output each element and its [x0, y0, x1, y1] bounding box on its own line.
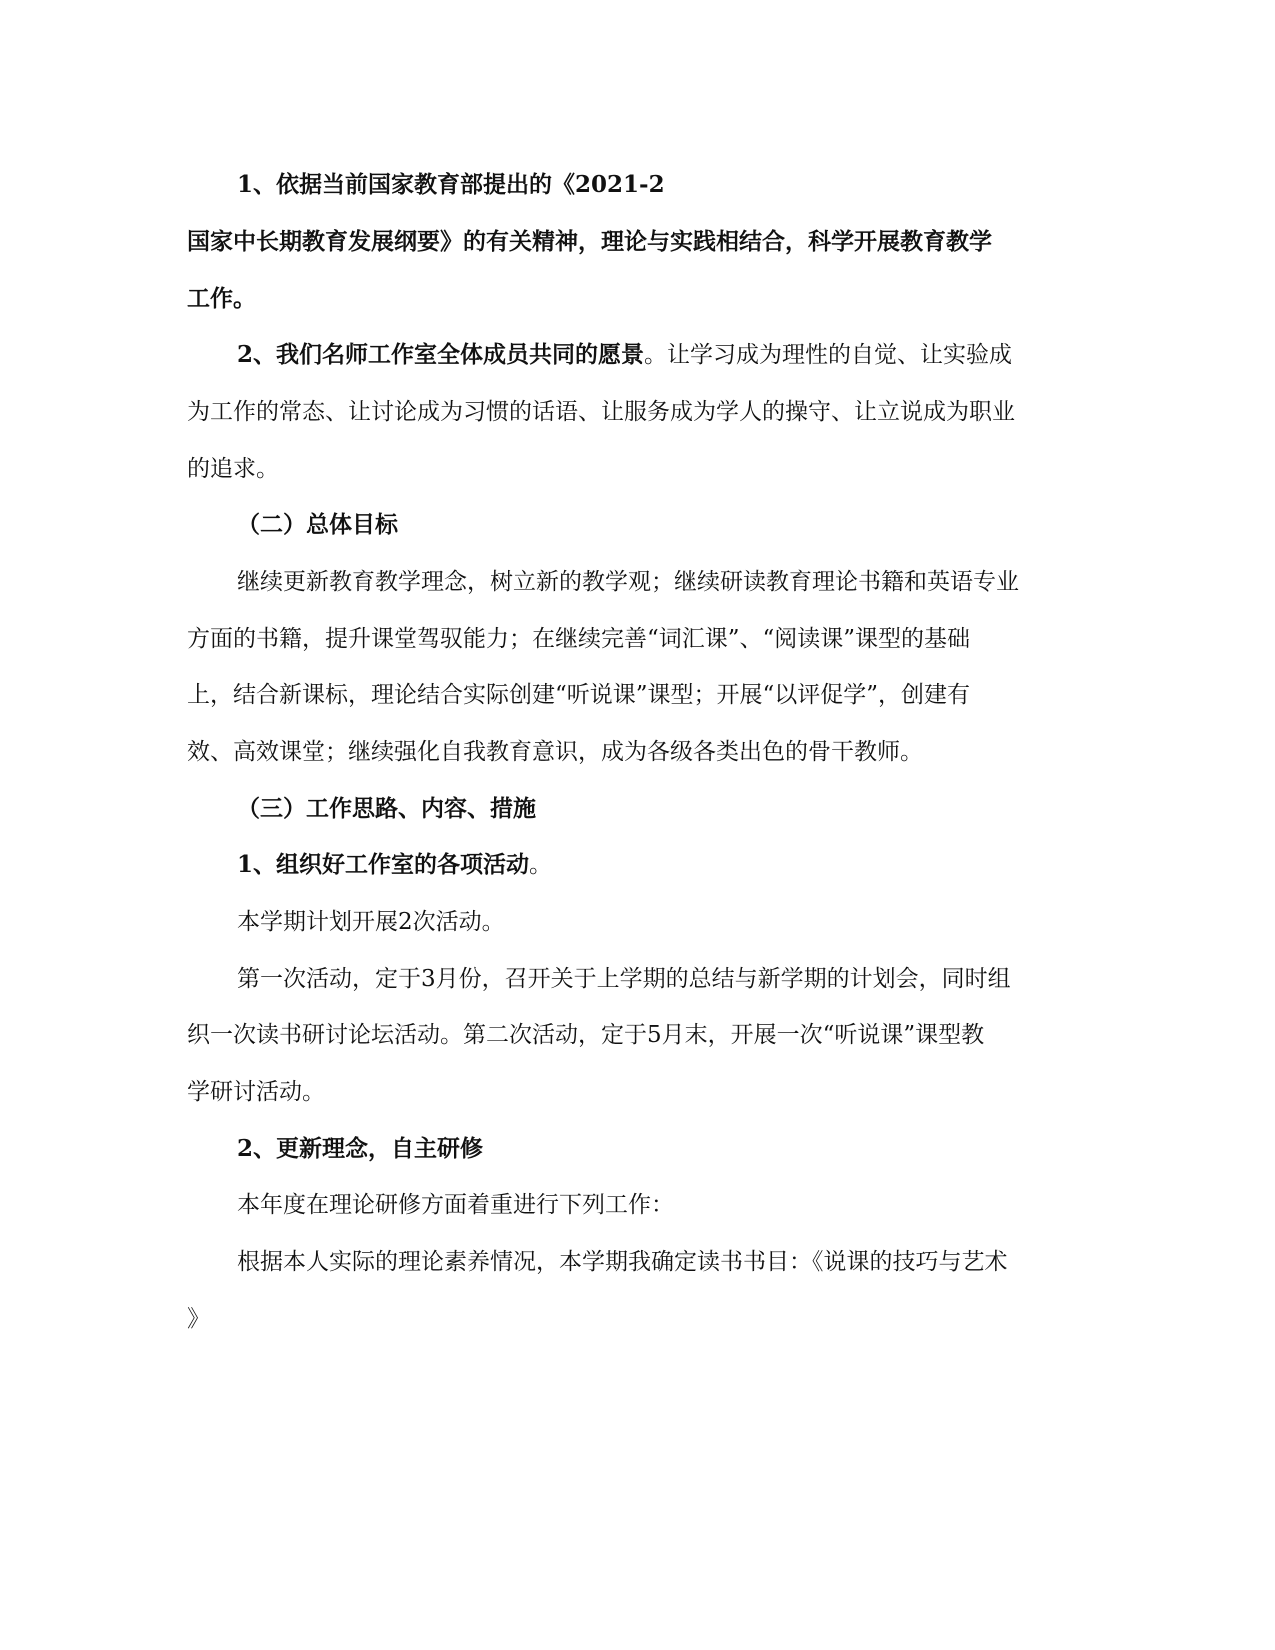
bold-heading-text: 1、组织好工作室的各项活动 [237, 851, 530, 878]
paragraph-line: 织一次读书研讨论坛活动。第二次活动，定于5月末，开展一次“听说课”课型教 [187, 1022, 985, 1048]
section-heading: 2、更新理念，自主研修 [237, 1135, 484, 1162]
paragraph-line [237, 850, 1137, 880]
bold-heading-text: 2、我们名师工作室全体成员共同的愿景 [237, 341, 645, 368]
paragraph-line: 国家中长期教育发展纲要》的有关精神，理论与实践相结合，科学开展教育教学 [187, 228, 992, 255]
paragraph-line: 的追求。 [187, 456, 279, 482]
paragraph-line [237, 340, 1137, 370]
paragraph-line: 效、高效课堂；继续强化自我教育意识，成为各级各类出色的骨干教师。 [187, 739, 923, 765]
section-heading: （二）总体目标 [237, 511, 398, 538]
paragraph-line: 学研讨活动。 [187, 1079, 325, 1105]
paragraph-line: 本年度在理论研修方面着重进行下列工作： [237, 1192, 674, 1218]
paragraph-line: 上，结合新课标，理论结合实际创建“听说课”课型；开展“以评促学”，创建有 [187, 682, 971, 708]
paragraph-line: 本学期计划开展2次活动。 [237, 909, 505, 935]
paragraph-line: 》 [187, 1306, 210, 1332]
paragraph-line: 根据本人实际的理论素养情况，本学期我确定读书书目：《说课的技巧与艺术 [237, 1249, 1008, 1275]
paragraph-line: 第一次活动，定于3月份，召开关于上学期的总结与新学期的计划会，同时组 [237, 966, 1011, 992]
paragraph-text: 。让学习成为理性的自觉、让实验成 [644, 342, 1013, 368]
section-heading: （三）工作思路、内容、措施 [237, 795, 536, 822]
paragraph-text: 。 [529, 852, 553, 878]
paragraph-line: 工作。 [187, 285, 256, 312]
paragraph-line: 方面的书籍，提升课堂驾驭能力；在继续完善“词汇课”、“阅读课”课型的基础 [187, 626, 971, 652]
paragraph-line: 继续更新教育教学理念，树立新的教学观；继续研读教育理论书籍和英语专业 [237, 569, 1019, 595]
paragraph-line: 为工作的常态、让讨论成为习惯的话语、让服务成为学人的操守、让立说成为职业 [187, 399, 1015, 425]
paragraph-line: 1、依据当前国家教育部提出的《2021-2 [237, 171, 665, 198]
